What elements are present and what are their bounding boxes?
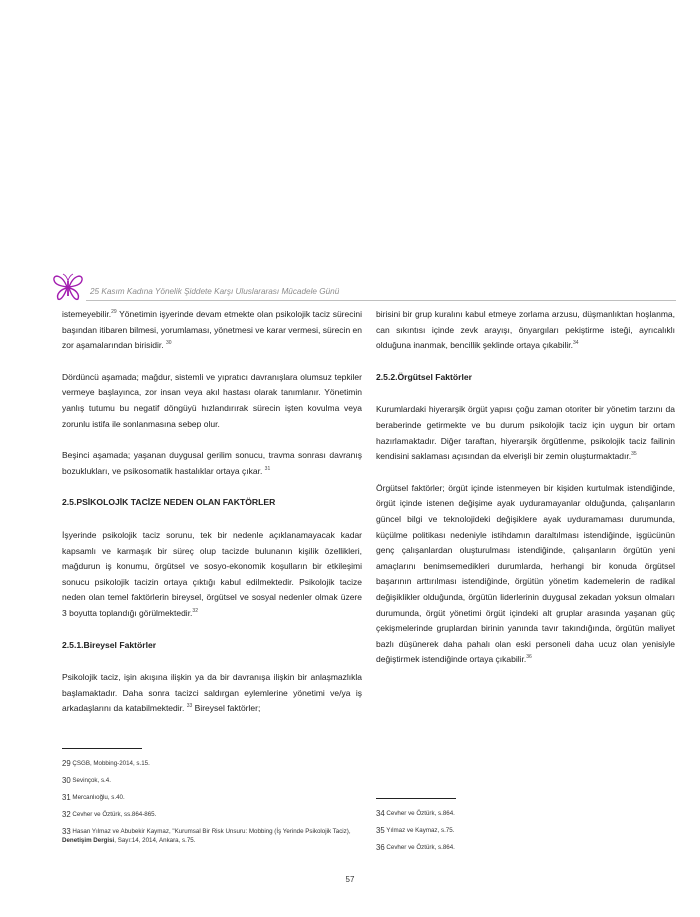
footnote-ref[interactable]: 34 [573, 340, 579, 347]
paragraph: istemeyebilir.$^{29}$ Yönetimin işyerinde devam etmekte olan psikolojik taciz sürecini başından itibaren bilmesi, yorumlaması, yönetmesi ve karar vermesi, sürecin en zor aşamalarından birisidir. $^{30}$ [62, 309, 362, 351]
page-number: 57 [345, 875, 355, 884]
paragraph: Psikolojik taciz, işin akışına ilişkin ya da bir davranışa ilişkin bir anlaşmazlıkla başlamaktadır. Daha sonra tacizci saldırgan eylemlerine yönetimi ve/ya iş arkadaşlarını da katabilmektedir. $^{33}$ Bireysel faktörler; [62, 672, 362, 714]
subsection-heading: 2.5.1.Bireysel Faktörler [62, 639, 157, 650]
footnote-ref[interactable]: 31 [264, 465, 271, 472]
right-column [376, 307, 675, 684]
footnote-ref[interactable]: 29 [111, 309, 117, 316]
paragraph: Örgütsel faktörler; örgüt içinde istenmeyen bir kişiden kurtulmak istendiğinde, örgüt içinde istenen değişime ayak uyduramayanlar olduğunda, çalışanların güncel bilgi ve teknolojideki değişiklere ayak uyduramaması durumunda, küçülme politikası nedeniyle istihdamın daraltılması istendiğinde, işgücünün genç çalışanlardan oluşturulması istendiğinde, çalışanların örgütün yeni amaçlarını benimsemedikleri durumlarda, herhangi bir konuda örgütsel başarının arttırılması istendiğinde, örgütün yönetim kademelerin de radikal değişiklikler olduğunda, örgütün liderlerinin duygusal zekadan yoksun olmaları durumunda, örgüt yönetimi örgüt içindeki alt gruplar arasında yaşanan güç çekişmelerinde gruplardan birinin yanında tavır takındığında, örgütün maliyet bazlı düşünerek daha pahalı olan eski personeli daha ucuz olan yenisiyle değiştirmek istendiğinde ortaya çıkabilir.$^{36}$ [376, 482, 675, 665]
footnote-ref[interactable]: 35 [631, 451, 637, 458]
section-heading: 2.5.PSİKOLOJİK TACİZE NEDEN OLAN FAKTÖRLER [62, 497, 276, 508]
subsection-heading: 2.5.2.Örgütsel Faktörler [376, 371, 472, 382]
footnote: 33 Hasan Yılmaz ve Abubekir Kaymaz, "Kurumsal Bir Risk Unsuru: Mobbing (İş Yerinde Psikolojik Taciz), Denetişim Dergisi, Sayı:14, 2014, Ankara, s.75. [62, 827, 351, 844]
paragraph: Kurumlardaki hiyerarşik örgüt yapısı çoğu zaman otoriter bir yönetim tarzını da beraberinde getirmekte ve bu durum psikolojik taciz için uygun bir ortam hazırlamaktadır. Diğer taraftan, hiyerarşik örgütlenme, psikolojik taciz failinin kendisini saklaması açısından da elverişli bir zemin oluşturmaktadır.$^{35}$ [376, 404, 675, 462]
header-rule [86, 300, 676, 301]
running-header [52, 271, 676, 303]
paragraph: İşyerinde psikolojik taciz sorunu, tek bir nedenle açıklanamayacak kadar kapsamlı ve karmaşık bir süreç olup tacizde bulunanın kişilik özellikleri, mağdurun iş konumu, örgütsel ve sosyo-ekonomik koşulların bir etkileşimi sonucu psikolojik tacizin ortaya çıktığı kabul edilmektedir. Psikolojik tacize neden olan temel faktörlerin bireysel, örgütsel ve sosyal nedenler olmak üzere 3 boyutta toplandığı görülmektedir.$^{32}$ [62, 529, 362, 618]
footnote-ref[interactable]: 32 [192, 608, 198, 615]
footnote-ref[interactable]: 33 [186, 703, 193, 710]
footnote: 31 Mercanlıoğlu, s.40. [62, 793, 125, 802]
footnote-rule [62, 748, 142, 749]
footnotes-left [62, 748, 362, 853]
footnote: 32 Cevher ve Öztürk, ss.864-865. [62, 810, 157, 819]
butterfly-icon [52, 272, 84, 302]
footnote-rule [376, 798, 456, 799]
header-title: 25 Kasım Kadına Yönelik Şiddete Karşı Uluslararası Mücadele Günü [90, 287, 340, 296]
footnote-ref[interactable]: 36 [526, 654, 532, 661]
footnote: 35 Yılmaz ve Kaymaz, s.75. [376, 826, 455, 835]
footnotes-right [376, 798, 676, 860]
paragraph: birisini bir grup kuralını kabul etmeye zorlama arzusu, düşmanlıktan hoşlanma, can sıkıntısı içinde zevk arayışı, önyargıları pekiştirme isteği, ayrıcalıklı olduğuna inanmak, bencillik şeklinde ortaya çıkabilir.$^{34}$ [376, 309, 675, 351]
paragraph: Beşinci aşamada; yaşanan duygusal gerilim sonucu, travma sonrası davranış bozuklukları, ve psikosomatik hastalıklar ortaya çıkar. $^{31}$ [62, 450, 362, 476]
paragraph: Dördüncü aşamada; mağdur, sistemli ve yıpratıcı davranışlara olumsuz tepkiler vermeye başlayınca, zor insan veya akıl hastası olarak tanımlanır. Yönetimin yanlış tutumu bu negatif döngüyü hızlandırırak sürecin işten kovulma veya zorunlu istifa ile sonlanmasına sebep olur. [62, 371, 362, 429]
footnote: 29 ÇSGB, Mobbing-2014, s.15. [62, 759, 150, 768]
footnote-ref[interactable]: 30 [165, 340, 172, 347]
footnote: 34 Cevher ve Öztürk, s.864. [376, 809, 455, 818]
footnote: 36 Cevher ve Öztürk, s.864. [376, 843, 455, 852]
footnote: 30 Sevinçok, s.4. [62, 776, 111, 785]
left-column [62, 307, 362, 733]
